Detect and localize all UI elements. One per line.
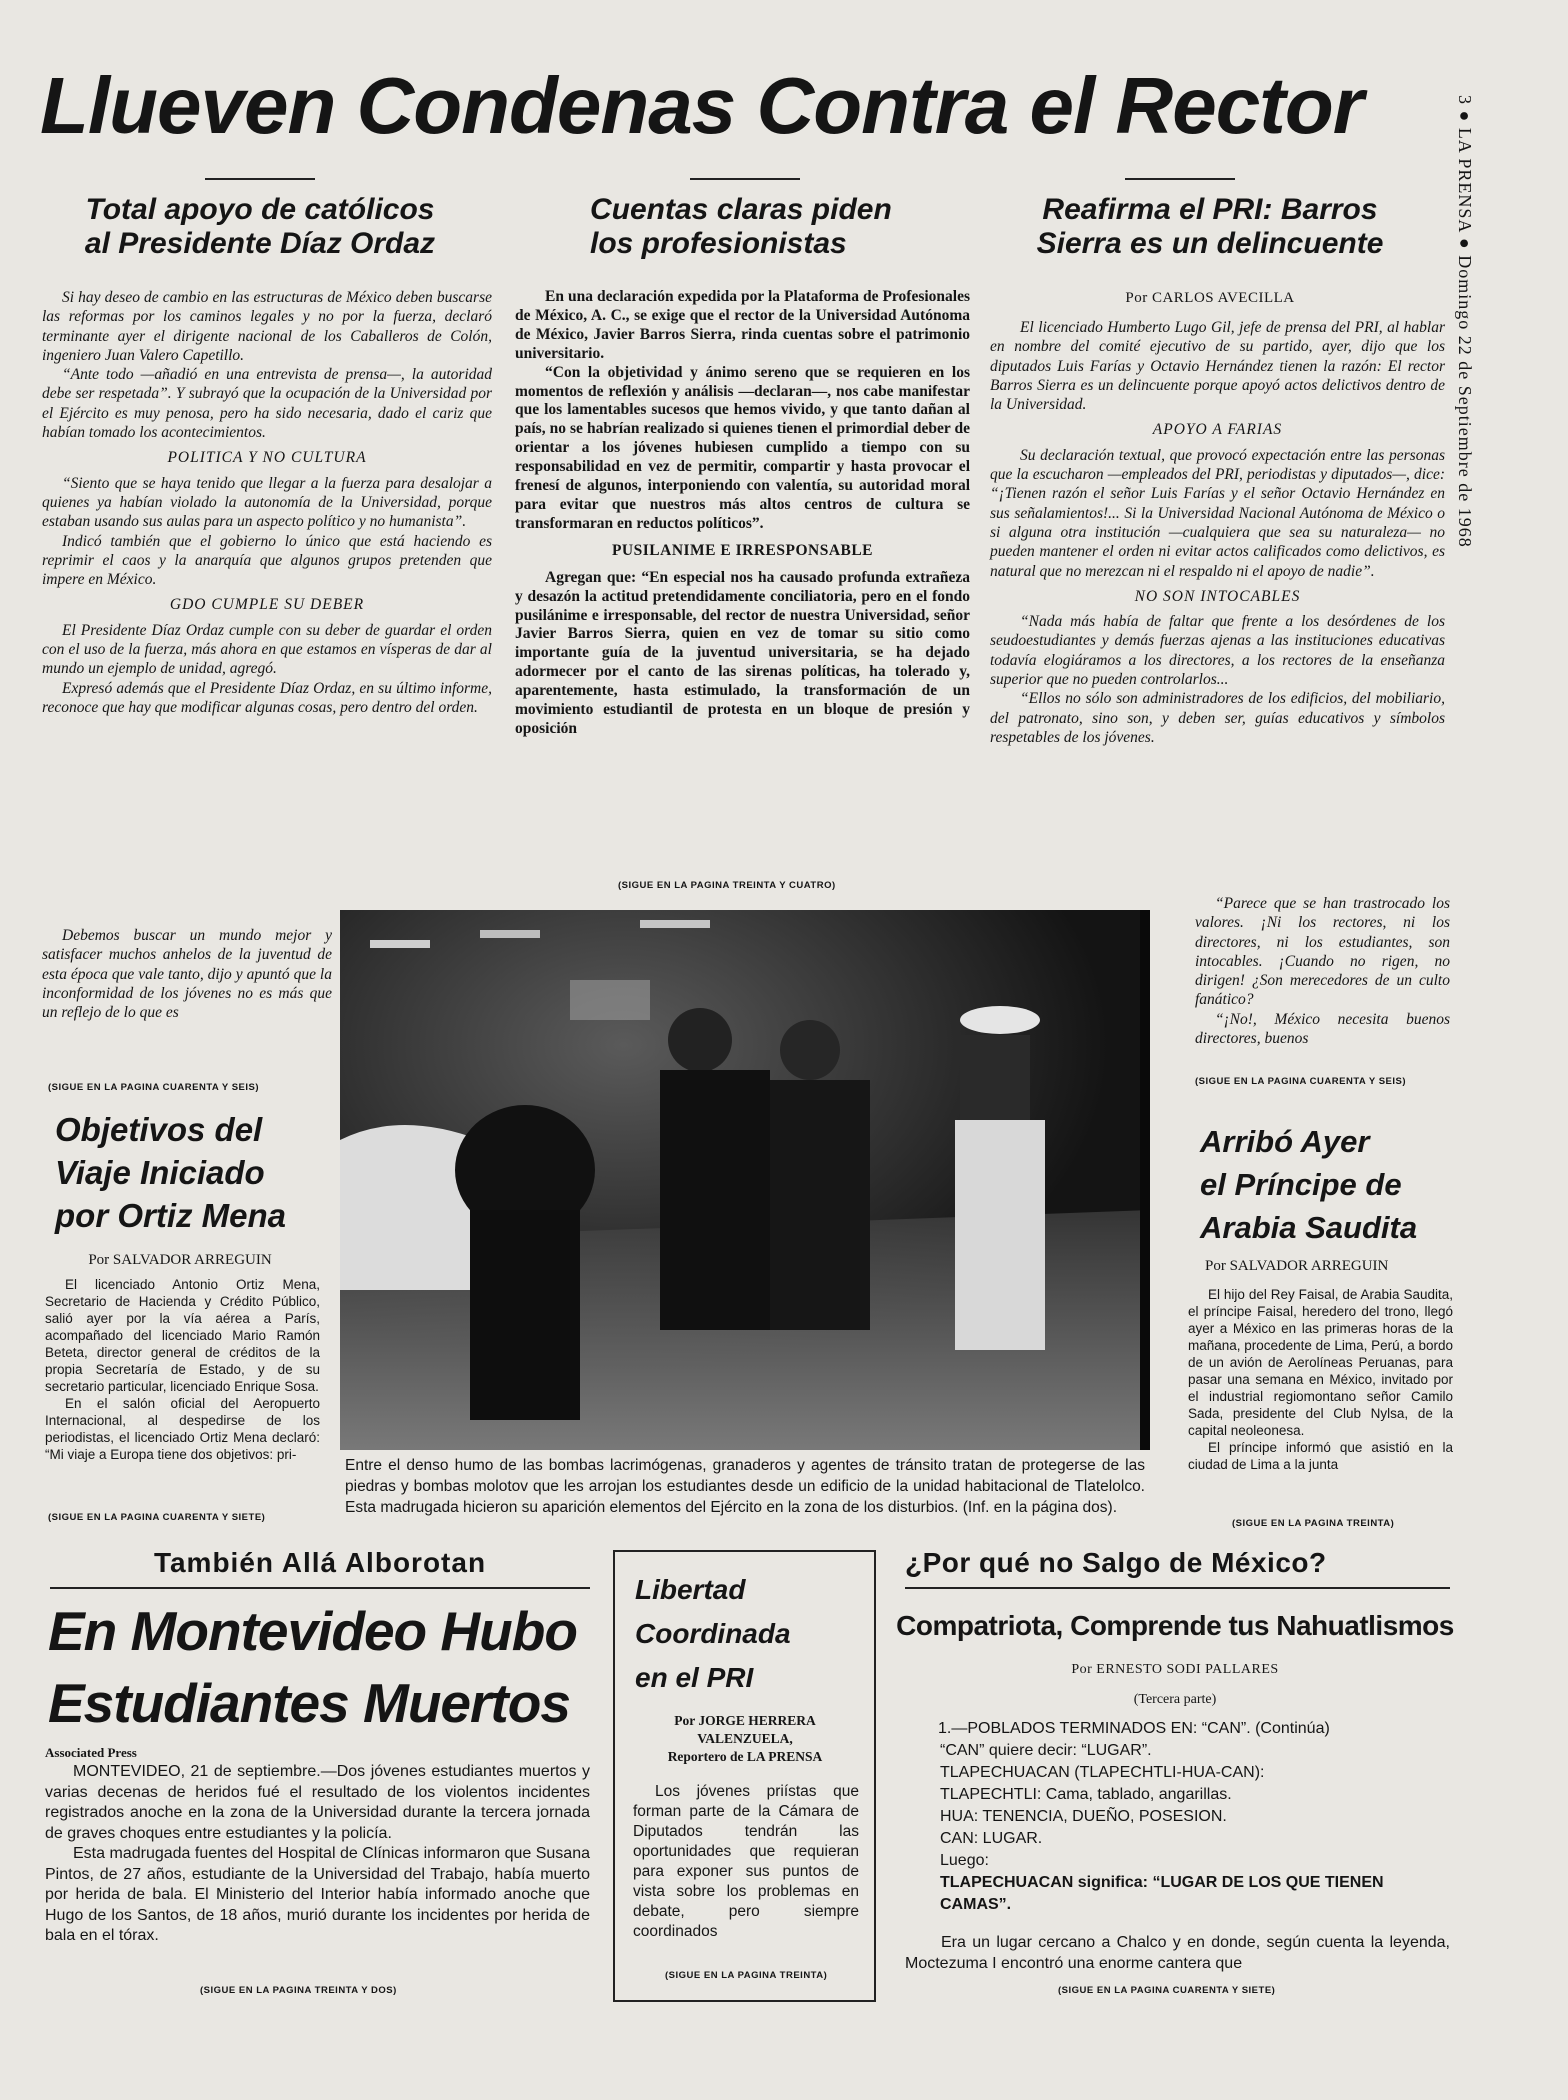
- article8-line5: HUA: TENENCIA, DUEÑO, POSESION.: [940, 1808, 1227, 1825]
- riot-photo-image: [340, 910, 1150, 1450]
- article5-headline: [1200, 1120, 1460, 1249]
- rule-col3: [1125, 178, 1235, 180]
- article8-body: [940, 1718, 1450, 1916]
- article4-headline-line2: Viaje Iniciado: [55, 1154, 265, 1191]
- article5-continuation: (SIGUE EN LA PAGINA TREINTA): [1232, 1518, 1395, 1529]
- article5-paragraph1: El hijo del Rey Faisal, de Arabia Saudita, el príncipe Faisal, heredero del trono, llegó ayer a México en las primeras horas de la mañana, procedente de Lima, Perú, a bordo de un avión de Aerolíneas Peruanas, para pasar una semana en México, invitado por el industrial regiomontano señor Camilo Sada, presidente del Club Nylsa, de la capital neoleonesa.: [1188, 1287, 1453, 1438]
- article6-kicker-rule: [50, 1587, 590, 1589]
- article3-subhead2: NO SON INTOCABLES: [1134, 587, 1301, 605]
- article1-headline-line2: al Presidente Díaz Ordaz: [84, 226, 436, 260]
- article8-line3: TLAPECHUACAN (TLAPECHTLI-HUA-CAN):: [940, 1764, 1265, 1781]
- article7-headline-line1: Libertad: [635, 1574, 746, 1605]
- article1-paragraph6: Expresó además que el Presidente Díaz Ordaz, en su último informe, reconoce que hay que modificar algunas cosas, pero dentro del orden.: [42, 679, 492, 716]
- article2-headline-line1: Cuentas claras piden: [590, 193, 892, 226]
- article4-continuation: (SIGUE EN LA PAGINA CUARENTA Y SIETE): [48, 1512, 266, 1523]
- article1-paragraph4: Indicó también que el gobierno lo único que está haciendo es reprimir el caos y la anarquía que algunos grupos pretenden que impere en México.: [42, 532, 492, 589]
- article2-paragraph3: Agregan que: “En especial nos ha causado profunda extrañeza y desazón la actitud pretendidamente conciliatoria, pero en el fondo pusilánime e irresponsable, del rector de nuestra Universidad, señor Javier Barros Sierra, quien en vez de tomar su sitio como importante guía de la juventud universitaria, se ha dejado adormecer por el canto de las sirenas políticas, ha tolerado y, aparentemente, hasta estimulado, la transformación de un movimiento estudiantil de protesta en un bloque de presión y oposición: [515, 568, 970, 737]
- article1-subhead1: POLITICA Y NO CULTURA: [167, 449, 367, 467]
- article1-subhead2: GDO CUMPLE SU DEBER: [169, 596, 365, 614]
- article6-headline-line2: Estudiantes Muertos: [48, 1672, 570, 1734]
- article8-line8: [940, 1872, 1450, 1916]
- article2-body: [515, 288, 970, 739]
- article6-paragraph2: Esta madrugada fuentes del Hospital de Clínicas informaron que Susana Pintos, de 27 años, estudiante de la Universidad del Trabajo, había muerto por herida de bala. El Ministerio del Interior había informado anoche que Hugo de los Santos, de 18 años, murió durante los incidentes por herida de bala en el tórax.: [45, 1845, 590, 1944]
- article2-headline: [590, 193, 990, 260]
- rule-col2: [690, 178, 800, 180]
- article8-part: (Tercera parte): [1133, 1692, 1217, 1707]
- article1-body: [42, 288, 492, 717]
- article3-headline: [1000, 193, 1420, 260]
- article2-paragraph1: En una declaración expedida por la Plataforma de Profesionales de México, A. C., se exige que el rector de la Universidad Autónoma de México, Javier Barros Sierra, rinda cuentas sobre el patrimonio universitario.: [515, 288, 970, 362]
- article6-paragraph1: MONTEVIDEO, 21 de septiembre.—Dos jóvenes estudiantes muertos y varias decenas de heridos fué el resultado de los violentos incidentes registrados anoche en la zona de la Universidad durante la tercera jornada de graves choques entre estudiantes y la policía.: [45, 1763, 590, 1842]
- article2-headline-line2: los profesionistas: [590, 226, 847, 260]
- main-headline: Llueven Condenas Contra el Rector: [40, 61, 1363, 150]
- article5-byline: Por SALVADOR ARREGUIN: [1205, 1258, 1389, 1274]
- article8-line2: “CAN” quiere decir: “LUGAR”.: [940, 1742, 1152, 1759]
- article3-byline: Por CARLOS AVECILLA: [1125, 290, 1295, 306]
- article4-body: [45, 1276, 320, 1463]
- article6-kicker: También Allá Alborotan: [153, 1547, 487, 1578]
- article2-paragraph2: “Con la objetividad y ánimo sereno que se requieren en los momentos de reflexión y análisis —declaran—, nos cabe manifestar que los lamentables sucesos que hemos vivido, y que tanto dañan al país, no se habrían realizado si quienes tienen el primordial deber de orientar a los jóvenes hubiesen cumplido a tiempo con su responsabilidad en vez de permitir, compartir y hasta provocar el frenesí de algunos, interponiendo con valentía, su autoridad moral para evitar que nuestros más altos centros de cultura se transformaran en reductos políticos”.: [515, 363, 970, 532]
- article8-line7: Luego:: [940, 1852, 989, 1869]
- article8-headline: Compatriota, Comprende tus Nahuatlismos: [896, 1610, 1454, 1641]
- article1-headline: [40, 193, 480, 260]
- riot-photo: [340, 910, 1150, 1450]
- article8-byline: Por ERNESTO SODI PALLARES: [1071, 1662, 1279, 1677]
- article3-paragraph3: “Nada más había de faltar que frente a los desórdenes de los seudoestudiantes y demás fuerzas ajenas a las instituciones educativas todavía elogiáramos a los directores, a los rectores de la enseñanza superior que no pueden controlarlos...: [990, 613, 1445, 689]
- article3-paragraph1: El licenciado Humberto Lugo Gil, jefe de prensa del PRI, al hablar en nombre del comité ejecutivo de su partido, ayer, dijo que los diputados Luis Farías y Octavio Hernández tienen la razón: El rector Barros Sierra es un delincuente porque apoyó actos delictivos dentro de la Universidad.: [990, 319, 1445, 414]
- article8-line8-meaning: significa: “LUGAR DE LOS QUE TIENEN CAMAS”.: [940, 1874, 1384, 1913]
- article3-headline-line2: Sierra es un delincuente: [1036, 226, 1384, 260]
- article8-kicker-rule: [905, 1587, 1450, 1589]
- article1-headline-line1: Total apoyo de católicos: [85, 193, 435, 226]
- photo-caption: Entre el denso humo de las bombas lacrimógenas, granaderos y agentes de tránsito tratan de protegerse de las piedras y bombas molotov que les arrojan los estudiantes desde un edificio de la unidad habitacional de Tlatelolco. Esta madrugada hicieron su aparición elementos del Ejército en la zona de los disturbios. (Inf. en la página dos).: [345, 1457, 1145, 1516]
- article1-paragraph7: Debemos buscar un mundo mejor y satisfacer muchos anhelos de la juventud de esta época que vale tanto, dijo y apuntó que la inconformidad de los jóvenes no es más que un reflejo de lo que es: [42, 927, 332, 1022]
- article4-headline-line3: por Ortiz Mena: [55, 1197, 287, 1234]
- article1-paragraph2: “Ante todo —añadió en una entrevista de prensa—, la autoridad debe ser respetada”. Y subrayó que la ocupación de la Universidad por el Ejército es muy penosa, pero ha sido necesaria, dado el cariz que habían tomado los acontecimientos.: [42, 366, 492, 442]
- article1-paragraph1: Si hay deseo de cambio en las estructuras de México deben buscarse las reformas por los caminos legales y no por la fuerza, declaró terminante ayer el dirigente nacional de los Caballeros de Colón, ingeniero Juan Valero Capetillo.: [42, 289, 492, 364]
- article3-body: [990, 318, 1445, 747]
- article5-body: [1188, 1286, 1453, 1473]
- article8-line4: TLAPECHTLI: Cama, tablado, angarillas.: [940, 1786, 1232, 1803]
- article7-headline-line2: Coordinada: [635, 1618, 791, 1649]
- article3-paragraph2: Su declaración textual, que provocó expectación entre las personas que la escucharon —empleados del PRI, periodistas y diputados—, dice: “¡Tienen razón el señor Luis Farías y el señor Octavio Hernández en sus señalamientos!... Si la Universidad Nacional Autónoma de México o si alguna otra institución —cualquiera que sea su naturaleza— no pueden mantener el orden ni evitar actos calificados como delictivos, es natural que no merezcan ni el respaldo ni el apoyo de nadie”.: [990, 446, 1445, 580]
- article7-box: [613, 1550, 876, 2002]
- article1-paragraph3: “Siento que se haya tenido que llegar a la fuerza para desalojar a quienes ya habían violado la autonomía de la Universidad, porque estaban usando sus aulas para un aspecto político y no humanista”.: [42, 474, 492, 531]
- article1-continuation: (SIGUE EN LA PAGINA CUARENTA Y SEIS): [48, 1082, 260, 1093]
- article3-paragraph4: “Ellos no sólo son administradores de los edificios, del mobiliario, del patronato, sino son, y deben ser, guías educativos y símbolos respetables de los jóvenes.: [990, 690, 1445, 746]
- article4-byline: Por SALVADOR ARREGUIN: [88, 1252, 272, 1268]
- article8-line8-term: TLAPECHUACAN: [940, 1874, 1074, 1891]
- article6-byline: Associated Press: [45, 1745, 137, 1760]
- article5-headline-line1: Arribó Ayer: [1200, 1124, 1370, 1159]
- article7-headline-line3: en el PRI: [635, 1662, 754, 1693]
- article8-line1: 1.—POBLADOS TERMINADOS EN: “CAN”. (Continúa): [938, 1720, 1330, 1737]
- article4-paragraph1: El licenciado Antonio Ortiz Mena, Secretario de Hacienda y Crédito Público, salió ayer por la vía aérea a París, acompañado del licenciado Mario Ramón Beteta, director general de créditos de la propia Secretaría de Estado, y de su secretario particular, licenciado Enrique Sosa.: [45, 1277, 320, 1394]
- article3-headline-line1: Reafirma el PRI: Barros: [1042, 193, 1378, 226]
- article6-continuation: (SIGUE EN LA PAGINA TREINTA Y DOS): [200, 1985, 397, 1996]
- article3-paragraph5: “Parece que se han trastrocado los valores. ¡Ni los rectores, ni los directores, ni los estudiantes, son intocables. ¡Cuando no rigen, no dirigen! ¿Son merecedores de un culto fanático?: [1195, 895, 1450, 1009]
- article8-line6: CAN: LUGAR.: [940, 1830, 1043, 1847]
- article4-paragraph2: En el salón oficial del Aeropuerto Internacional, al despedirse de los periodistas, el licenciado Ortiz Mena declaró: “Mi viaje a Europa tiene dos objetivos: pri-: [45, 1396, 320, 1462]
- rule-col1: [205, 178, 315, 180]
- side-date-line: 3 ● LA PRENSA ● Domingo 22 de Septiembre de 1968: [1455, 95, 1475, 548]
- article3-tail: [1195, 894, 1450, 1048]
- article4-headline-line1: Objetivos del: [55, 1111, 263, 1148]
- article8-continuation: (SIGUE EN LA PAGINA CUARENTA Y SIETE): [1058, 1985, 1276, 1996]
- article7-byline: [625, 1712, 865, 1766]
- article8-kicker: ¿Por qué no Salgo de México?: [905, 1547, 1327, 1578]
- article7-byline-line3: Reportero de LA PRENSA: [667, 1749, 823, 1764]
- article2-subhead1: PUSILANIME E IRRESPONSABLE: [611, 541, 874, 559]
- article7-byline-line1: Por JORGE HERRERA: [674, 1713, 816, 1728]
- article5-paragraph2: El príncipe informó que asistió en la ciudad de Lima a la junta: [1188, 1440, 1453, 1472]
- article2-continuation: (SIGUE EN LA PAGINA TREINTA Y CUATRO): [618, 880, 836, 891]
- article3-subhead1: APOYO A FARIAS: [1152, 421, 1283, 439]
- article7-byline-line2: VALENZUELA,: [697, 1731, 793, 1746]
- article8-paragraph1: Era un lugar cercano a Chalco y en donde, según cuenta la leyenda, Moctezuma I encontró una enorme cantera que: [905, 1934, 1450, 1972]
- article4-headline: [55, 1108, 325, 1237]
- article1-paragraph5: El Presidente Díaz Ordaz cumple con su deber de guardar el orden con el uso de la fuerza, más ahora en que estamos en vísperas de dar al mundo un ejemplo de unidad, agregó.: [42, 621, 492, 678]
- article7-continuation: (SIGUE EN LA PAGINA TREINTA): [665, 1970, 828, 1981]
- article7-headline: [635, 1568, 865, 1700]
- article6-headline-line1: En Montevideo Hubo: [48, 1600, 577, 1662]
- article6-headline: [48, 1595, 608, 1739]
- article5-headline-line2: el Príncipe de: [1200, 1167, 1402, 1202]
- article3-continuation: (SIGUE EN LA PAGINA CUARENTA Y SEIS): [1195, 1076, 1407, 1087]
- article3-paragraph6: “¡No!, México necesita buenos directores, buenos: [1195, 1010, 1450, 1048]
- article5-headline-line3: Arabia Saudita: [1200, 1210, 1418, 1245]
- article7-paragraph1: Los jóvenes priístas que forman parte de la Cámara de Diputados tendrán las oportunidades que requieran para exponer sus puntos de vista sobre los problemas en debate, pero siempre coordinados: [633, 1783, 859, 1940]
- article6-body: [45, 1762, 590, 1947]
